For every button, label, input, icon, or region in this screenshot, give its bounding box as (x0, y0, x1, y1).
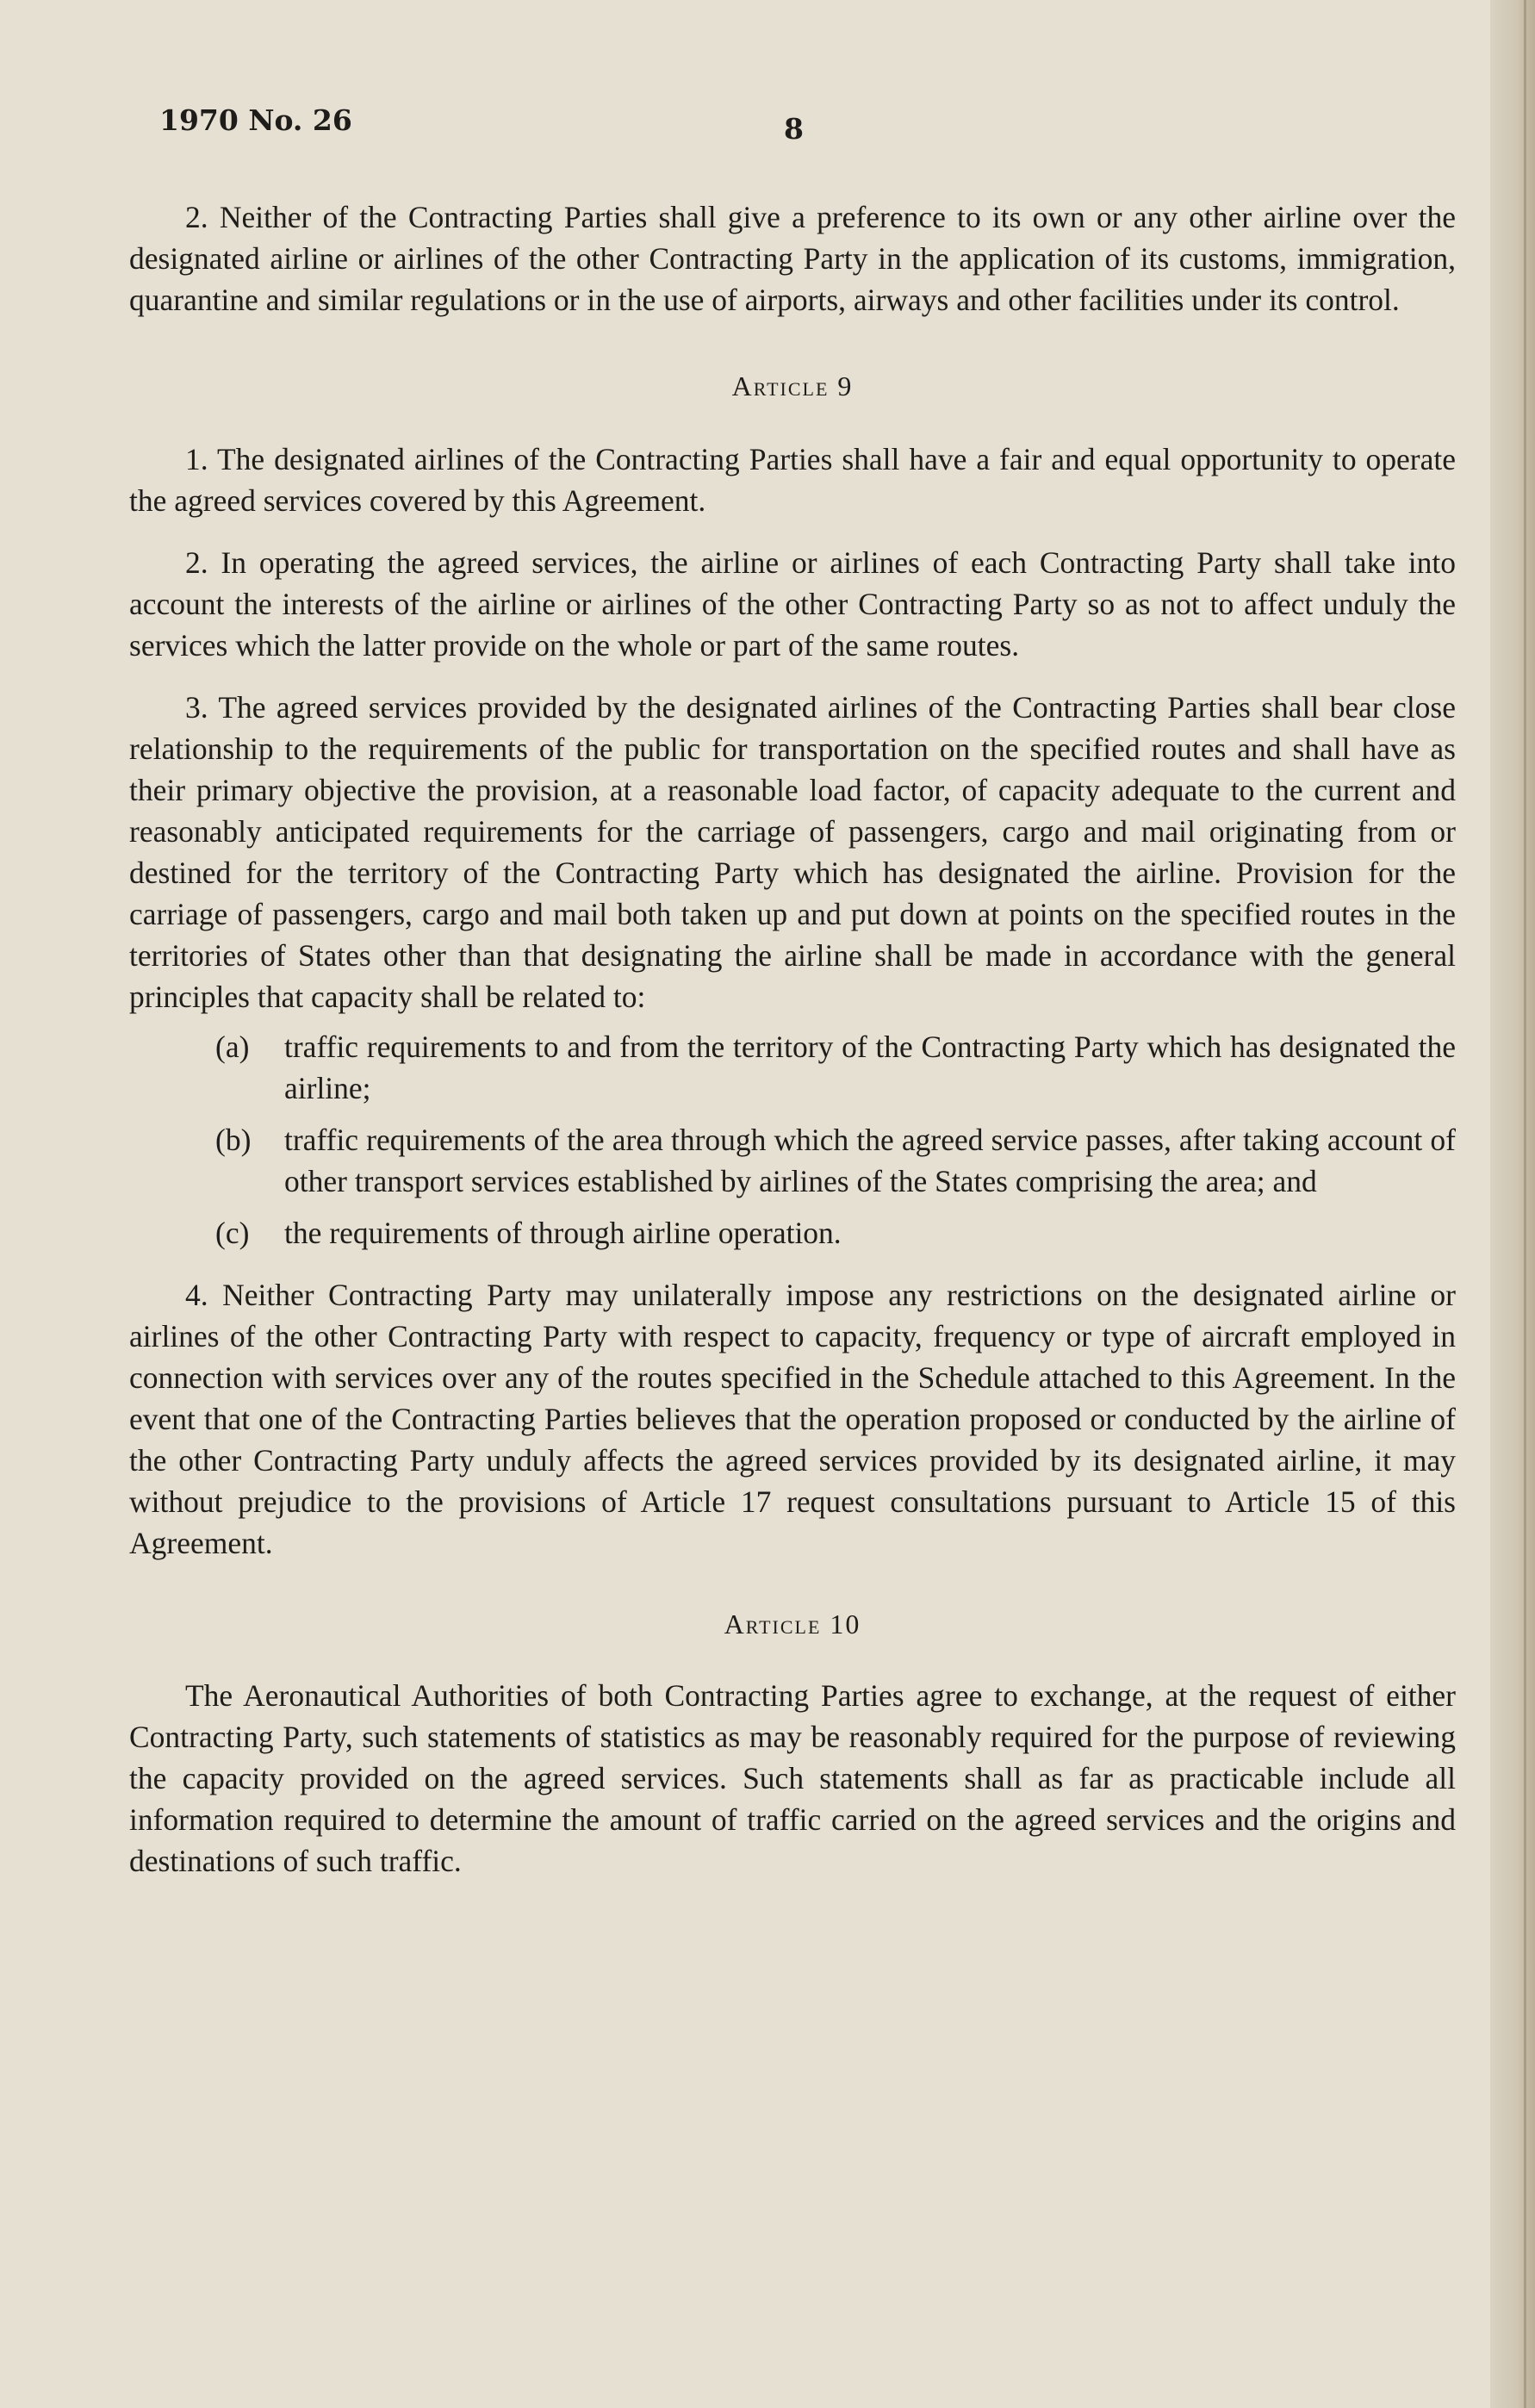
list-item-text: traffic requirements to and from the territory of the Contracting Party which has designated the airline; (284, 1030, 1456, 1105)
list-item-text: traffic requirements of the area through which the agreed service passes, after taking account of other transport services established by airlines of the States comprising the area; and (284, 1123, 1456, 1198)
page-edge-line (1524, 0, 1526, 2408)
list-marker: (c) (215, 1216, 250, 1250)
page-header (129, 95, 1456, 155)
list-marker: (b) (215, 1123, 252, 1157)
list-item-c (129, 1212, 1456, 1254)
article9-paragraph-2: 2. In operating the agreed services, the airline or airlines of each Contracting Party shall take into account the interests of the airline or airlines of the other Contracting Party so as not to affect unduly the services which the latter provide on the whole or part of the same routes. (129, 545, 1456, 663)
article8-paragraph-2: 2. Neither of the Contracting Parties shall give a preference to its own or any other airline over the designated airline or airlines of the other Contracting Party in the application of its customs, immigration, quarantine and similar regulations or in the use of airports, airways and other facilities under its control. (129, 200, 1456, 317)
page-edge-shadow (1490, 0, 1535, 2408)
list-item-b (129, 1119, 1456, 1202)
article9-heading: Article 9 (731, 370, 854, 401)
article9-paragraph-3: 3. The agreed services provided by the designated airlines of the Contracting Parties shall bear close relationship to the requirements of the public for transportation on the specified routes and shall have as their primary objective the provision, at a reasonable load factor, of capacity adequate to the current and reasonably anticipated requirements for the carriage of passengers, cargo and mail originating from or destined for the territory of the Contracting Party which has designated the airline. Provision for the carriage of passengers, cargo and mail both taken up and put down at points on the specified routes in the territories of States other than that designating the airline shall be made in accordance with the general principles that capacity shall be related to: (129, 690, 1456, 1014)
list-item-a (129, 1026, 1456, 1109)
article10-heading: Article 10 (724, 1608, 861, 1640)
article9-paragraph-4: 4. Neither Contracting Party may unilaterally impose any restrictions on the designated airline or airlines of the other Contracting Party with respect to capacity, frequency or type of aircraft employed in connection with services over any of the routes specified in the Schedule attached to this Agreement. In the event that one of the Contracting Parties believes that the operation proposed or conducted by the airline of the other Contracting Party unduly affects the agreed services provided by its designated airline, it may without prejudice to the provisions of Article 17 request consultations pursuant to Article 15 of this Agreement. (129, 1278, 1456, 1560)
list-marker: (a) (215, 1030, 250, 1064)
article10-paragraph-1: The Aeronautical Authorities of both Contracting Parties agree to exchange, at the request of either Contracting Party, such statements of statistics as may be reasonably required for the purpose of reviewing the capacity provided on the agreed services. Such statements shall as far as practicable include all information required to determine the amount of traffic carried on the agreed services and the origins and destinations of such traffic. (129, 1678, 1456, 1878)
series-number: 1970 No. 26 (159, 103, 352, 137)
article9-paragraph-1: 1. The designated airlines of the Contracting Parties shall have a fair and equal opportunity to operate the agreed services covered by this Agreement. (129, 442, 1456, 518)
page-content (129, 95, 1456, 1882)
page-number: 8 (784, 112, 804, 146)
list-item-text: the requirements of through airline operation. (284, 1216, 842, 1250)
